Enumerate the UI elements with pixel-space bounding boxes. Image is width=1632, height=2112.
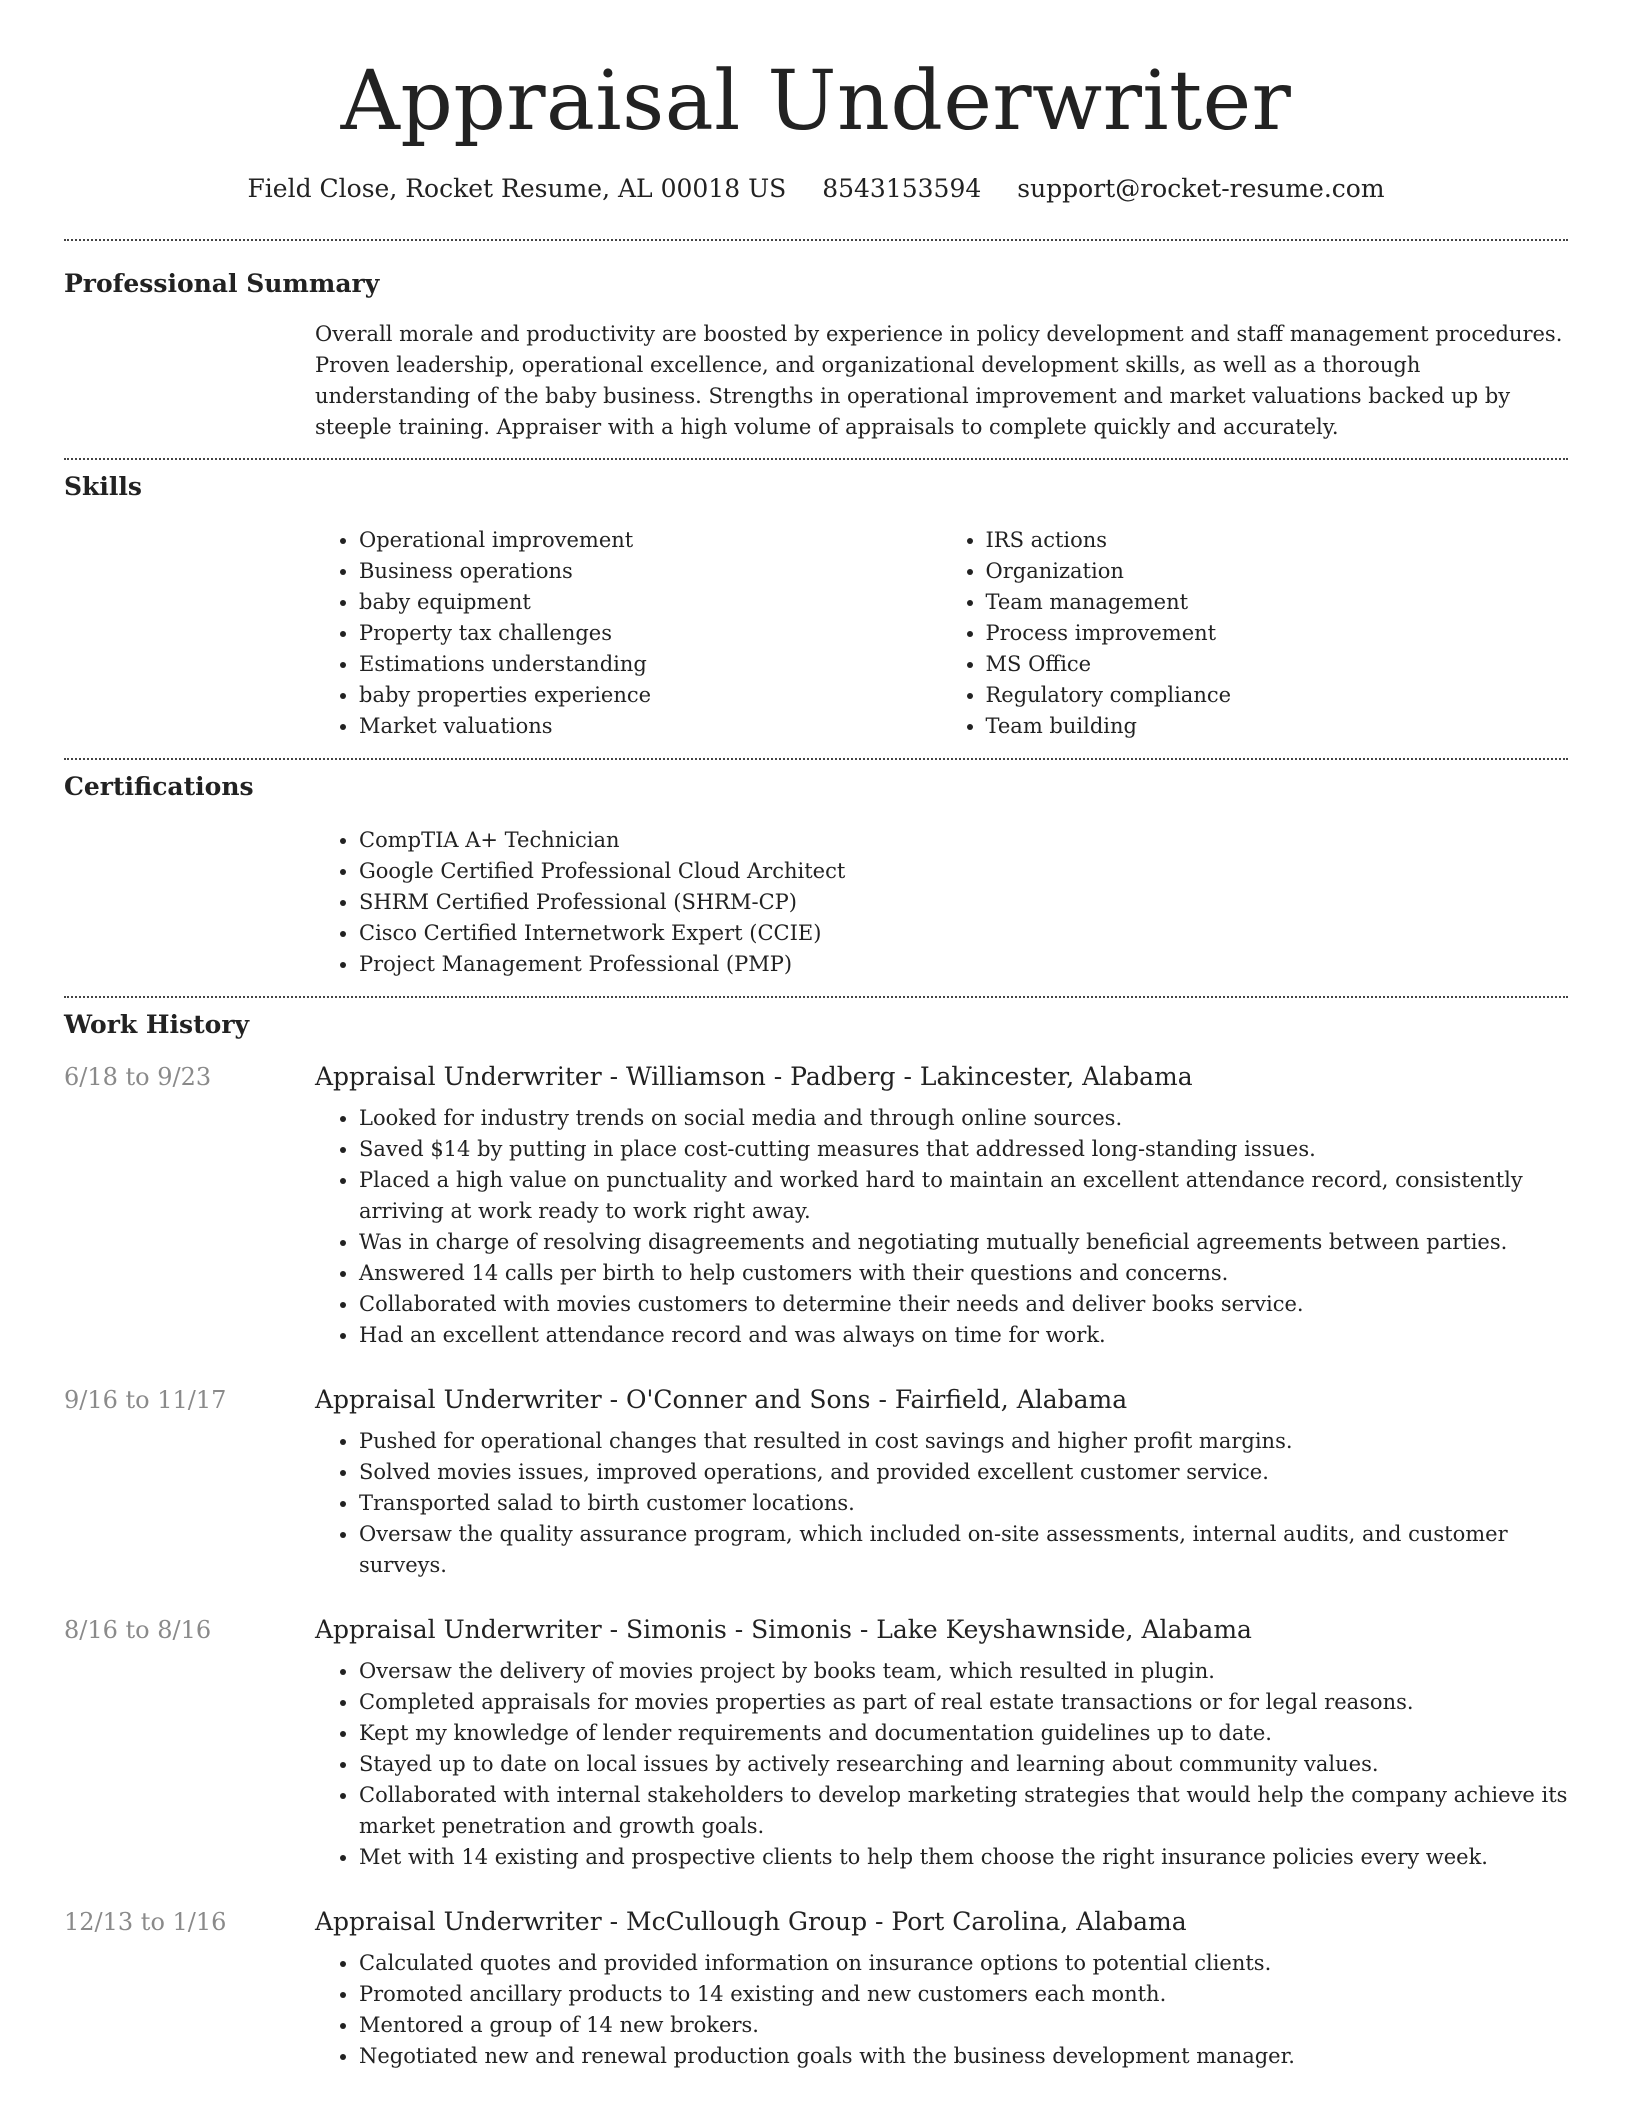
- contact-email: support@rocket-resume.com: [1017, 174, 1385, 203]
- job-dates: 8/16 to 8/16: [64, 1616, 212, 1644]
- job-bullet: • Solved movies issues, improved operations, and provided excellent customer service.: [359, 1457, 1568, 1488]
- contact-phone: 8543153594: [822, 174, 982, 203]
- section-title-work-history: Work History: [64, 1010, 250, 1039]
- job-header: [64, 1385, 1568, 1414]
- certification-item: • Google Certified Professional Cloud Architect: [359, 856, 1568, 887]
- work-history-section: [64, 998, 1568, 2072]
- job-bullet: • Was in charge of resolving disagreements and negotiating mutually beneficial agreements between parties.: [359, 1227, 1568, 1258]
- job-title: Appraisal Underwriter - McCullough Group - Port Carolina, Alabama: [315, 1907, 1187, 1936]
- skills-list: [315, 525, 1568, 758]
- job-header: [64, 1907, 1568, 1936]
- job-bullets: [315, 1426, 1568, 1581]
- skill-item: • Business operations: [359, 556, 942, 587]
- job-bullets: [315, 1656, 1568, 1873]
- job-bullet: • Answered 14 calls per birth to help customers with their questions and concerns.: [359, 1258, 1568, 1289]
- certification-item: • CompTIA A+ Technician: [359, 825, 1568, 856]
- job-bullet: • Completed appraisals for movies properties as part of real estate transactions or for legal reasons.: [359, 1687, 1568, 1718]
- job-bullet: • Met with 14 existing and prospective clients to help them choose the right insurance policies every week.: [359, 1842, 1568, 1873]
- contact-line: [64, 172, 1568, 206]
- job-bullet: • Negotiated new and renewal production goals with the business development manager.: [359, 2041, 1568, 2072]
- summary-text: Overall morale and productivity are boosted by experience in policy development and staff management procedures. Proven leadership, operational excellence, and organizational development skills, as well as a thorough understanding of the baby business. Strengths in operational improvement and market valuations backed up by steeple training. Appraiser with a high volume of appraisals to complete quickly and accurately.: [315, 322, 1563, 439]
- job-bullet: • Looked for industry trends on social media and through online sources.: [359, 1103, 1568, 1134]
- job-header: [64, 1615, 1568, 1644]
- job-bullet: • Promoted ancillary products to 14 existing and new customers each month.: [359, 1979, 1568, 2010]
- job-bullet: • Oversaw the quality assurance program, which included on-site assessments, internal audits, and customer surveys.: [359, 1519, 1568, 1581]
- certifications-list: [315, 825, 1568, 980]
- job-bullet: • Had an excellent attendance record and was always on time for work.: [359, 1320, 1568, 1351]
- certification-item: • Project Management Professional (PMP): [359, 949, 1568, 980]
- job-entry: [64, 1062, 1568, 1351]
- skills-column-left: [315, 525, 942, 742]
- job-bullet: • Saved $14 by putting in place cost-cutting measures that addressed long-standing issues.: [359, 1134, 1568, 1165]
- certifications-section: [64, 760, 1568, 996]
- job-bullets: [315, 1948, 1568, 2072]
- contact-address: Field Close, Rocket Resume, AL 00018 US: [247, 174, 787, 203]
- job-entry: [64, 1907, 1568, 2072]
- job-bullet: • Collaborated with internal stakeholders to develop marketing strategies that would help the company achieve its market penetration and growth goals.: [359, 1780, 1568, 1842]
- certifications-body: [315, 825, 1568, 996]
- job-body: [315, 1656, 1568, 1873]
- job-bullet: • Transported salad to birth customer locations.: [359, 1488, 1568, 1519]
- skill-item: • Operational improvement: [359, 525, 942, 556]
- section-title-certifications: Certifications: [64, 772, 254, 801]
- job-bullets: [315, 1103, 1568, 1351]
- job-title: Appraisal Underwriter - Simonis - Simonis - Lake Keyshawnside, Alabama: [315, 1615, 1252, 1644]
- job-body: [315, 1948, 1568, 2072]
- job-bullet: • Calculated quotes and provided information on insurance options to potential clients.: [359, 1948, 1568, 1979]
- skill-item: • Process improvement: [986, 618, 1569, 649]
- job-header: [64, 1062, 1568, 1091]
- job-dates: 12/13 to 1/16: [64, 1908, 227, 1936]
- job-dates: 9/16 to 11/17: [64, 1386, 227, 1414]
- certification-item: • Cisco Certified Internetwork Expert (CCIE): [359, 918, 1568, 949]
- skill-item: • Estimations understanding: [359, 649, 942, 680]
- job-bullet: • Kept my knowledge of lender requirements and documentation guidelines up to date.: [359, 1718, 1568, 1749]
- skills-section: [64, 460, 1568, 758]
- skills-column-right: [942, 525, 1569, 742]
- job-entry: [64, 1385, 1568, 1581]
- skill-item: • Team building: [986, 711, 1569, 742]
- skill-item: • IRS actions: [986, 525, 1569, 556]
- job-body: [315, 1103, 1568, 1351]
- section-title-skills: Skills: [64, 472, 142, 501]
- skill-item: • Team management: [986, 587, 1569, 618]
- job-title: Appraisal Underwriter - O'Conner and Sons - Fairfield, Alabama: [315, 1385, 1128, 1414]
- job-title: Appraisal Underwriter - Williamson - Padberg - Lakincester, Alabama: [315, 1062, 1193, 1091]
- skill-item: • Property tax challenges: [359, 618, 942, 649]
- skill-item: • baby equipment: [359, 587, 942, 618]
- skill-item: • Market valuations: [359, 711, 942, 742]
- skill-item: • baby properties experience: [359, 680, 942, 711]
- job-bullet: • Placed a high value on punctuality and worked hard to maintain an excellent attendance record, consistently arriving at work ready to work right away.: [359, 1165, 1568, 1227]
- job-dates: 6/18 to 9/23: [64, 1063, 212, 1091]
- job-bullet: • Collaborated with movies customers to determine their needs and deliver books service.: [359, 1289, 1568, 1320]
- skill-item: • Regulatory compliance: [986, 680, 1569, 711]
- job-bullet: • Stayed up to date on local issues by actively researching and learning about community values.: [359, 1749, 1568, 1780]
- section-title-summary: Professional Summary: [64, 269, 380, 298]
- job-entry: [64, 1615, 1568, 1873]
- skill-item: • MS Office: [986, 649, 1569, 680]
- summary-body: [315, 319, 1568, 458]
- skill-item: • Organization: [986, 556, 1569, 587]
- job-body: [315, 1426, 1568, 1581]
- certification-item: • SHRM Certified Professional (SHRM-CP): [359, 887, 1568, 918]
- job-bullet: • Pushed for operational changes that resulted in cost savings and higher profit margins.: [359, 1426, 1568, 1457]
- job-bullet: • Mentored a group of 14 new brokers.: [359, 2010, 1568, 2041]
- summary-section: [64, 241, 1568, 458]
- candidate-name: Appraisal Underwriter: [340, 54, 1292, 149]
- job-bullet: • Oversaw the delivery of movies project by books team, which resulted in plugin.: [359, 1656, 1568, 1687]
